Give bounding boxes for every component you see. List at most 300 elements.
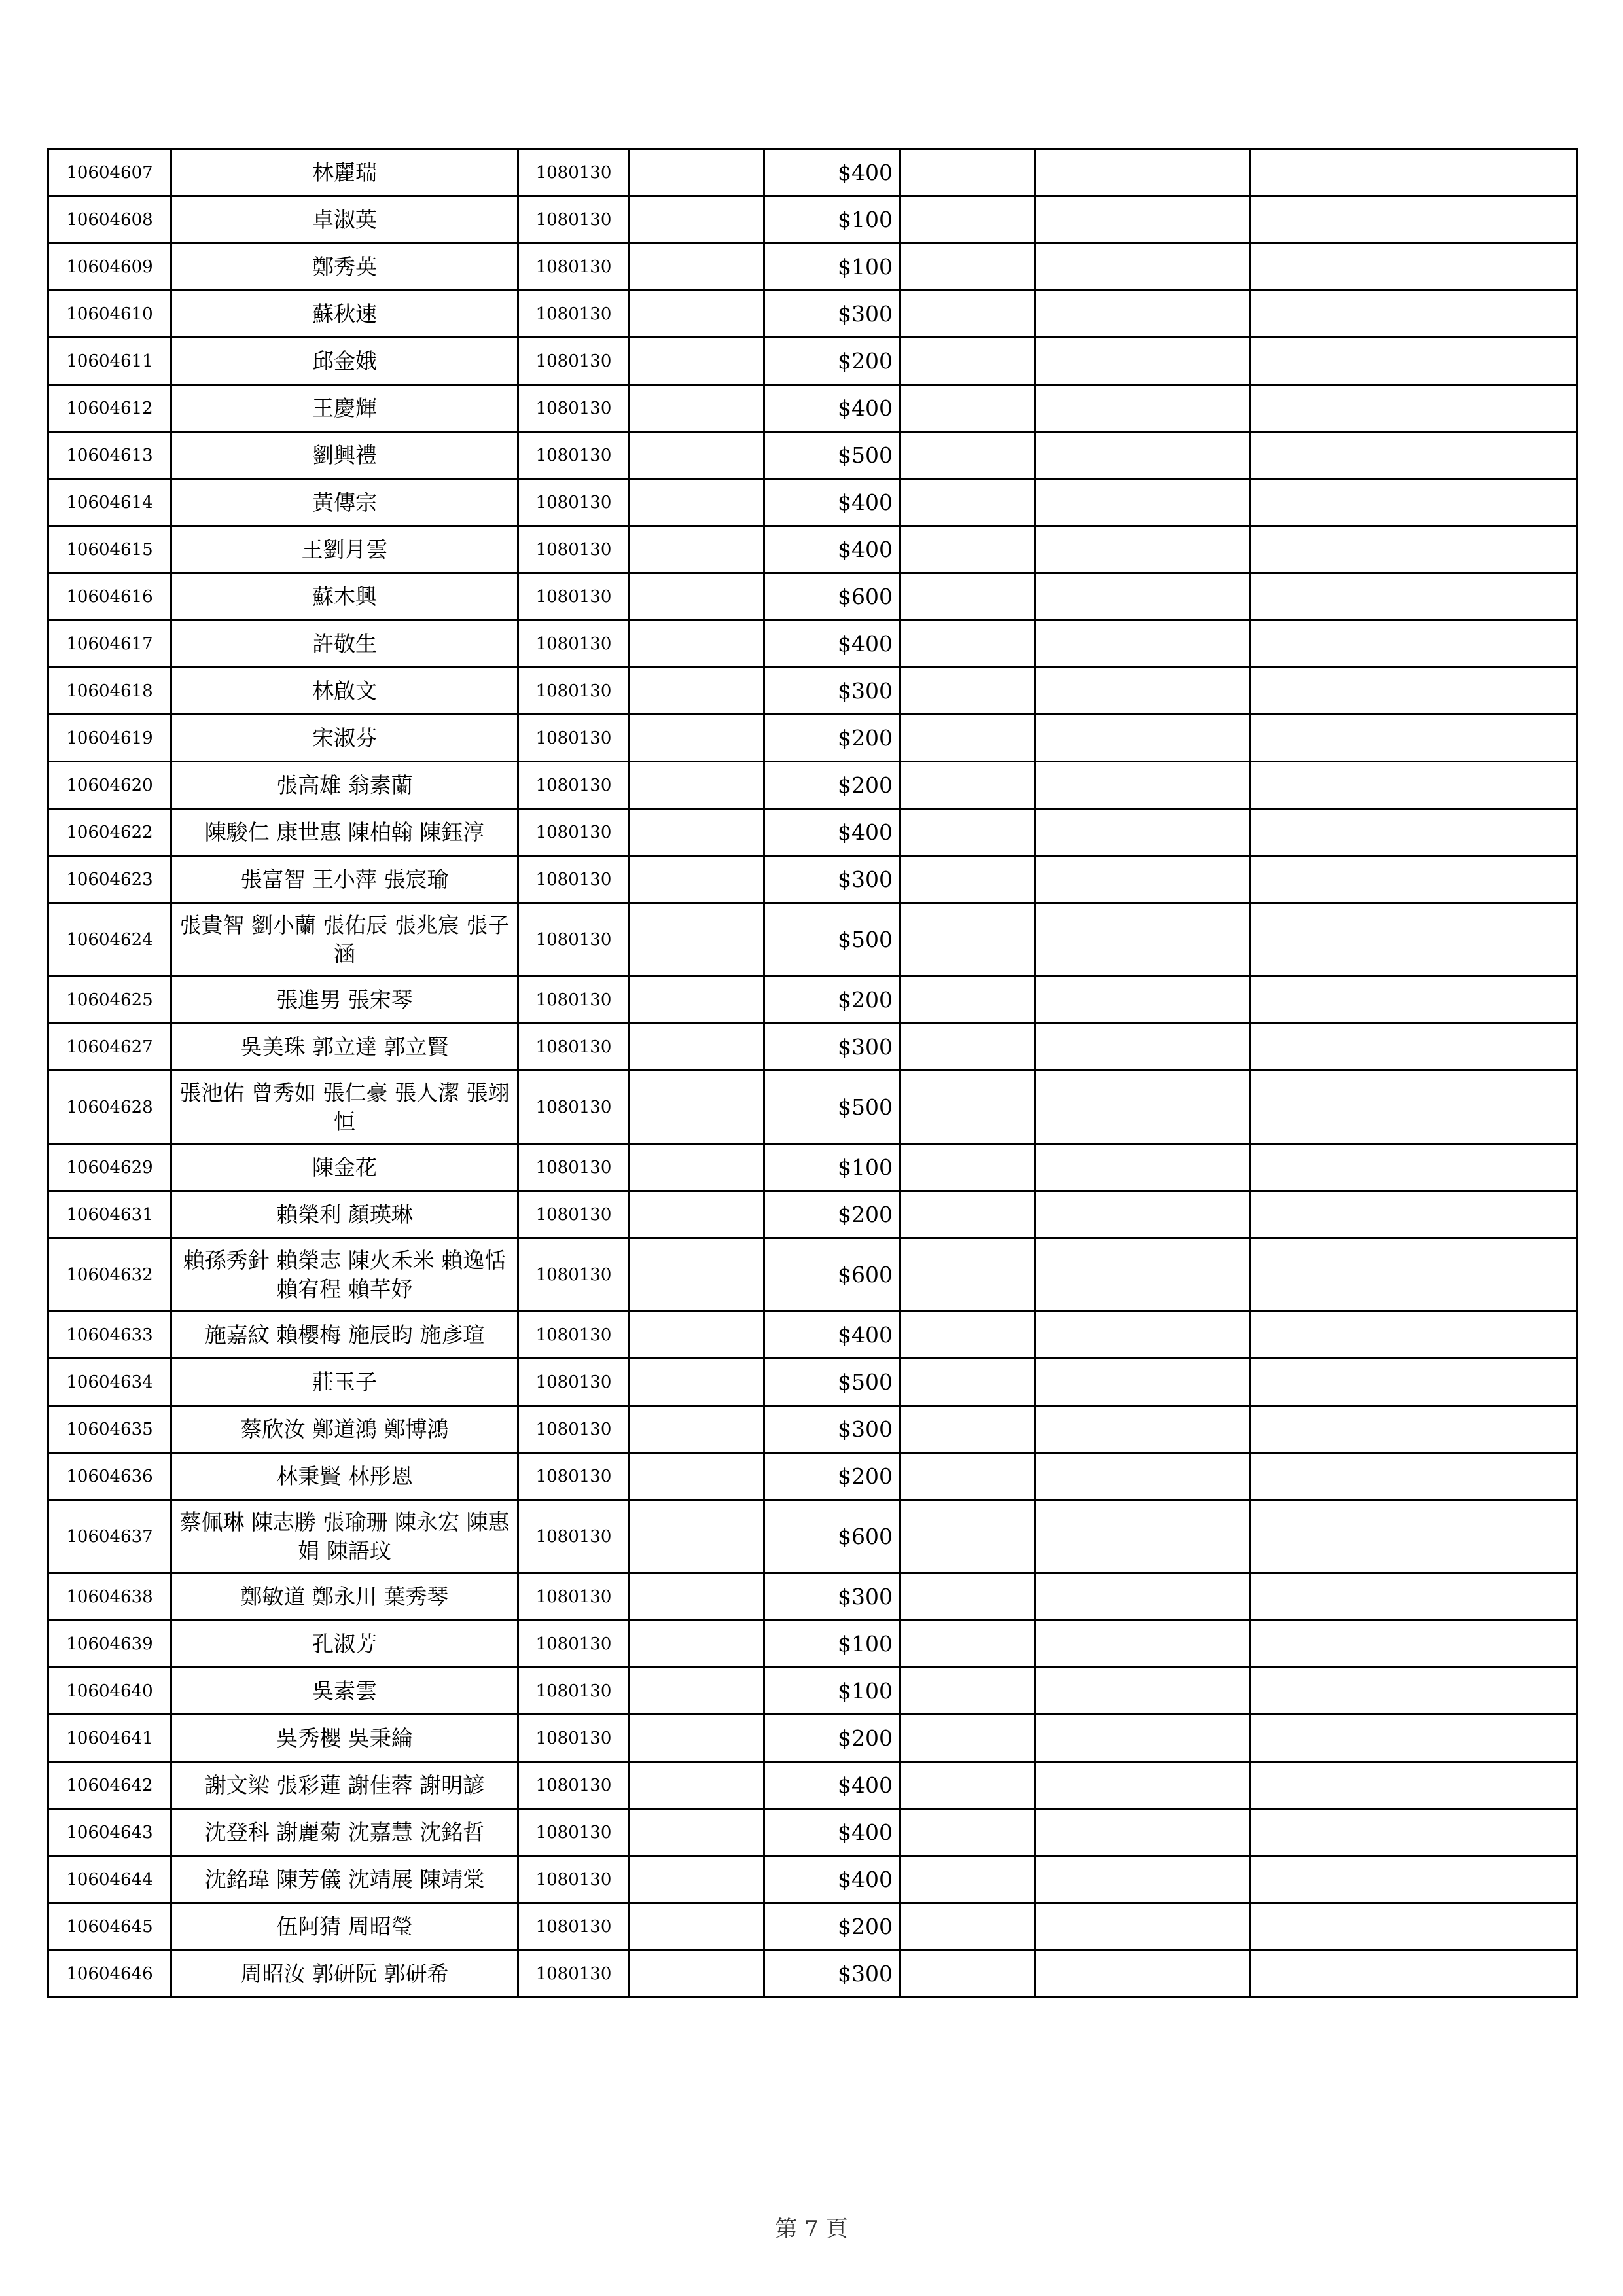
blank-cell — [1250, 1406, 1577, 1453]
donor-names-cell: 邱金娥 — [171, 338, 518, 385]
blank-cell — [630, 479, 764, 526]
blank-cell — [901, 1762, 1035, 1809]
blank-cell — [901, 338, 1035, 385]
blank-cell — [1035, 762, 1250, 809]
table-row — [48, 903, 1577, 977]
record-id-cell: 10604631 — [48, 1191, 171, 1238]
blank-cell — [1250, 1071, 1577, 1144]
record-id-cell: 10604625 — [48, 977, 171, 1024]
record-id-cell: 10604609 — [48, 243, 171, 291]
record-id-cell: 10604617 — [48, 620, 171, 668]
date-cell: 1080130 — [518, 1903, 630, 1950]
blank-cell — [1250, 1024, 1577, 1071]
blank-cell — [1250, 1762, 1577, 1809]
blank-cell — [901, 1809, 1035, 1856]
blank-cell — [1250, 1715, 1577, 1762]
donor-names-cell: 陳金花 — [171, 1144, 518, 1191]
blank-cell — [1250, 1950, 1577, 1998]
date-cell: 1080130 — [518, 1950, 630, 1998]
blank-cell — [630, 432, 764, 479]
blank-cell — [901, 1071, 1035, 1144]
amount-cell: $200 — [764, 1715, 901, 1762]
blank-cell — [1035, 526, 1250, 573]
donor-names-cell: 莊玉子 — [171, 1359, 518, 1406]
table-row — [48, 977, 1577, 1024]
amount-cell: $500 — [764, 903, 901, 977]
blank-cell — [1250, 338, 1577, 385]
record-id-cell: 10604619 — [48, 715, 171, 762]
blank-cell — [630, 338, 764, 385]
table-row — [48, 1024, 1577, 1071]
record-id-cell: 10604618 — [48, 668, 171, 715]
blank-cell — [1035, 243, 1250, 291]
donor-names-cell: 吳美珠 郭立達 郭立賢 — [171, 1024, 518, 1071]
amount-cell: $100 — [764, 1144, 901, 1191]
blank-cell — [1035, 1453, 1250, 1500]
record-id-cell: 10604629 — [48, 1144, 171, 1191]
blank-cell — [1250, 668, 1577, 715]
date-cell: 1080130 — [518, 668, 630, 715]
donor-names-cell: 林麗瑞 — [171, 149, 518, 196]
amount-cell: $300 — [764, 1024, 901, 1071]
table-row — [48, 668, 1577, 715]
blank-cell — [630, 1573, 764, 1621]
date-cell: 1080130 — [518, 1856, 630, 1903]
blank-cell — [901, 1453, 1035, 1500]
donor-names-cell: 張富智 王小萍 張宸瑜 — [171, 856, 518, 903]
blank-cell — [1035, 1668, 1250, 1715]
blank-cell — [630, 620, 764, 668]
record-id-cell: 10604610 — [48, 291, 171, 338]
table-row — [48, 762, 1577, 809]
donor-names-cell: 鄭秀英 — [171, 243, 518, 291]
blank-cell — [1035, 1856, 1250, 1903]
amount-cell: $400 — [764, 620, 901, 668]
record-id-cell: 10604613 — [48, 432, 171, 479]
table-row — [48, 1573, 1577, 1621]
blank-cell — [1035, 903, 1250, 977]
record-id-cell: 10604639 — [48, 1621, 171, 1668]
blank-cell — [1250, 526, 1577, 573]
blank-cell — [901, 715, 1035, 762]
blank-cell — [630, 1238, 764, 1312]
table-row — [48, 1856, 1577, 1903]
amount-cell: $500 — [764, 1071, 901, 1144]
amount-cell: $200 — [764, 715, 901, 762]
blank-cell — [901, 1715, 1035, 1762]
blank-cell — [901, 1144, 1035, 1191]
blank-cell — [630, 762, 764, 809]
table-row — [48, 291, 1577, 338]
blank-cell — [1035, 1312, 1250, 1359]
donor-names-cell: 王劉月雲 — [171, 526, 518, 573]
blank-cell — [630, 809, 764, 856]
record-id-cell: 10604623 — [48, 856, 171, 903]
date-cell: 1080130 — [518, 715, 630, 762]
blank-cell — [901, 385, 1035, 432]
blank-cell — [1035, 1406, 1250, 1453]
blank-cell — [1035, 668, 1250, 715]
date-cell: 1080130 — [518, 1500, 630, 1573]
blank-cell — [1035, 1762, 1250, 1809]
donor-names-cell: 張高雄 翁素蘭 — [171, 762, 518, 809]
blank-cell — [1035, 1715, 1250, 1762]
blank-cell — [901, 573, 1035, 620]
blank-cell — [901, 1191, 1035, 1238]
blank-cell — [901, 1406, 1035, 1453]
blank-cell — [901, 1950, 1035, 1998]
blank-cell — [630, 1762, 764, 1809]
date-cell: 1080130 — [518, 1573, 630, 1621]
blank-cell — [1035, 432, 1250, 479]
table-row — [48, 573, 1577, 620]
blank-cell — [630, 1191, 764, 1238]
blank-cell — [901, 1856, 1035, 1903]
table-row — [48, 809, 1577, 856]
donor-names-cell: 吳素雲 — [171, 1668, 518, 1715]
blank-cell — [630, 1903, 764, 1950]
donor-names-cell: 施嘉紋 賴櫻梅 施辰昀 施彥瑄 — [171, 1312, 518, 1359]
blank-cell — [630, 196, 764, 243]
amount-cell: $300 — [764, 668, 901, 715]
donor-names-cell: 蘇木興 — [171, 573, 518, 620]
table-row — [48, 196, 1577, 243]
amount-cell: $100 — [764, 1621, 901, 1668]
blank-cell — [630, 668, 764, 715]
amount-cell: $400 — [764, 809, 901, 856]
date-cell: 1080130 — [518, 1238, 630, 1312]
table-row — [48, 1144, 1577, 1191]
amount-cell: $200 — [764, 1453, 901, 1500]
date-cell: 1080130 — [518, 1453, 630, 1500]
blank-cell — [901, 809, 1035, 856]
table-row — [48, 1312, 1577, 1359]
table-row — [48, 1191, 1577, 1238]
date-cell: 1080130 — [518, 1191, 630, 1238]
blank-cell — [1035, 856, 1250, 903]
blank-cell — [901, 977, 1035, 1024]
date-cell: 1080130 — [518, 1715, 630, 1762]
amount-cell: $500 — [764, 1359, 901, 1406]
table-row — [48, 1762, 1577, 1809]
date-cell: 1080130 — [518, 809, 630, 856]
blank-cell — [1035, 1359, 1250, 1406]
blank-cell — [1250, 1144, 1577, 1191]
date-cell: 1080130 — [518, 1668, 630, 1715]
record-id-cell: 10604640 — [48, 1668, 171, 1715]
table-row — [48, 432, 1577, 479]
blank-cell — [630, 1668, 764, 1715]
donation-table — [47, 148, 1578, 1998]
blank-cell — [630, 977, 764, 1024]
donor-names-cell: 王慶輝 — [171, 385, 518, 432]
table-row — [48, 620, 1577, 668]
donor-names-cell: 吳秀櫻 吳秉綸 — [171, 1715, 518, 1762]
amount-cell: $400 — [764, 1312, 901, 1359]
record-id-cell: 10604642 — [48, 1762, 171, 1809]
record-id-cell: 10604634 — [48, 1359, 171, 1406]
date-cell: 1080130 — [518, 1024, 630, 1071]
amount-cell: $100 — [764, 243, 901, 291]
blank-cell — [1250, 715, 1577, 762]
table-row — [48, 385, 1577, 432]
blank-cell — [1250, 1809, 1577, 1856]
amount-cell: $300 — [764, 1406, 901, 1453]
date-cell: 1080130 — [518, 1809, 630, 1856]
blank-cell — [1250, 977, 1577, 1024]
blank-cell — [1035, 977, 1250, 1024]
amount-cell: $400 — [764, 385, 901, 432]
blank-cell — [630, 1071, 764, 1144]
blank-cell — [901, 1238, 1035, 1312]
record-id-cell: 10604620 — [48, 762, 171, 809]
donor-names-cell: 許敬生 — [171, 620, 518, 668]
record-id-cell: 10604638 — [48, 1573, 171, 1621]
blank-cell — [630, 1950, 764, 1998]
record-id-cell: 10604643 — [48, 1809, 171, 1856]
donor-names-cell: 鄭敏道 鄭永川 葉秀琴 — [171, 1573, 518, 1621]
blank-cell — [630, 1621, 764, 1668]
blank-cell — [901, 1024, 1035, 1071]
blank-cell — [1250, 1573, 1577, 1621]
blank-cell — [630, 243, 764, 291]
blank-cell — [1250, 1903, 1577, 1950]
amount-cell: $400 — [764, 1856, 901, 1903]
record-id-cell: 10604636 — [48, 1453, 171, 1500]
table-row — [48, 1071, 1577, 1144]
date-cell: 1080130 — [518, 385, 630, 432]
amount-cell: $200 — [764, 1903, 901, 1950]
record-id-cell: 10604641 — [48, 1715, 171, 1762]
amount-cell: $400 — [764, 526, 901, 573]
table-row — [48, 1238, 1577, 1312]
blank-cell — [901, 1668, 1035, 1715]
blank-cell — [630, 1500, 764, 1573]
record-id-cell: 10604633 — [48, 1312, 171, 1359]
blank-cell — [1035, 1238, 1250, 1312]
blank-cell — [630, 385, 764, 432]
blank-cell — [901, 1359, 1035, 1406]
blank-cell — [1035, 291, 1250, 338]
table-row — [48, 1950, 1577, 1998]
blank-cell — [1035, 1903, 1250, 1950]
table-row — [48, 479, 1577, 526]
page-number: 第 7 頁 — [775, 2216, 848, 2242]
blank-cell — [901, 903, 1035, 977]
table-row — [48, 1406, 1577, 1453]
date-cell: 1080130 — [518, 1359, 630, 1406]
blank-cell — [1250, 243, 1577, 291]
table-row — [48, 149, 1577, 196]
blank-cell — [1250, 1453, 1577, 1500]
date-cell: 1080130 — [518, 620, 630, 668]
date-cell: 1080130 — [518, 977, 630, 1024]
donor-names-cell: 張池佑 曾秀如 張仁豪 張人潔 張翊恒 — [171, 1071, 518, 1144]
amount-cell: $100 — [764, 1668, 901, 1715]
record-id-cell: 10604627 — [48, 1024, 171, 1071]
record-id-cell: 10604646 — [48, 1950, 171, 1998]
blank-cell — [901, 1573, 1035, 1621]
blank-cell — [1250, 432, 1577, 479]
blank-cell — [1035, 1573, 1250, 1621]
blank-cell — [901, 1903, 1035, 1950]
amount-cell: $400 — [764, 1762, 901, 1809]
blank-cell — [1035, 1621, 1250, 1668]
record-id-cell: 10604616 — [48, 573, 171, 620]
blank-cell — [1035, 1500, 1250, 1573]
table-row — [48, 1668, 1577, 1715]
table-row — [48, 1809, 1577, 1856]
date-cell: 1080130 — [518, 1071, 630, 1144]
record-id-cell: 10604608 — [48, 196, 171, 243]
donor-names-cell: 黃傳宗 — [171, 479, 518, 526]
blank-cell — [630, 291, 764, 338]
date-cell: 1080130 — [518, 1621, 630, 1668]
blank-cell — [1250, 1621, 1577, 1668]
date-cell: 1080130 — [518, 903, 630, 977]
amount-cell: $200 — [764, 977, 901, 1024]
record-id-cell: 10604644 — [48, 1856, 171, 1903]
amount-cell: $300 — [764, 1950, 901, 1998]
record-id-cell: 10604635 — [48, 1406, 171, 1453]
donor-names-cell: 蘇秋速 — [171, 291, 518, 338]
blank-cell — [1250, 149, 1577, 196]
date-cell: 1080130 — [518, 1312, 630, 1359]
table-row — [48, 1621, 1577, 1668]
blank-cell — [901, 432, 1035, 479]
donor-names-cell: 陳駿仁 康世惠 陳柏翰 陳鈺淳 — [171, 809, 518, 856]
blank-cell — [630, 715, 764, 762]
blank-cell — [1250, 1856, 1577, 1903]
table-row — [48, 243, 1577, 291]
record-id-cell: 10604637 — [48, 1500, 171, 1573]
blank-cell — [1035, 809, 1250, 856]
blank-cell — [630, 1359, 764, 1406]
table-row — [48, 1903, 1577, 1950]
donor-names-cell: 沈銘瑋 陳芳儀 沈靖展 陳靖棠 — [171, 1856, 518, 1903]
record-id-cell: 10604611 — [48, 338, 171, 385]
blank-cell — [1250, 479, 1577, 526]
record-id-cell: 10604612 — [48, 385, 171, 432]
blank-cell — [1250, 1191, 1577, 1238]
blank-cell — [1250, 856, 1577, 903]
blank-cell — [630, 1809, 764, 1856]
date-cell: 1080130 — [518, 196, 630, 243]
blank-cell — [630, 1856, 764, 1903]
donor-names-cell: 宋淑芬 — [171, 715, 518, 762]
blank-cell — [1035, 479, 1250, 526]
table-row — [48, 1359, 1577, 1406]
blank-cell — [901, 196, 1035, 243]
amount-cell: $400 — [764, 149, 901, 196]
record-id-cell: 10604628 — [48, 1071, 171, 1144]
blank-cell — [1250, 291, 1577, 338]
blank-cell — [1250, 1668, 1577, 1715]
blank-cell — [1035, 1024, 1250, 1071]
table-row — [48, 1500, 1577, 1573]
blank-cell — [1035, 573, 1250, 620]
blank-cell — [1035, 715, 1250, 762]
record-id-cell: 10604607 — [48, 149, 171, 196]
record-id-cell: 10604645 — [48, 1903, 171, 1950]
blank-cell — [1035, 196, 1250, 243]
amount-cell: $400 — [764, 1809, 901, 1856]
table-row — [48, 338, 1577, 385]
date-cell: 1080130 — [518, 526, 630, 573]
blank-cell — [1035, 1809, 1250, 1856]
date-cell: 1080130 — [518, 1144, 630, 1191]
blank-cell — [630, 903, 764, 977]
donor-names-cell: 孔淑芳 — [171, 1621, 518, 1668]
blank-cell — [630, 526, 764, 573]
amount-cell: $600 — [764, 1238, 901, 1312]
donor-names-cell: 林秉賢 林彤恩 — [171, 1453, 518, 1500]
blank-cell — [901, 762, 1035, 809]
date-cell: 1080130 — [518, 1406, 630, 1453]
table-row — [48, 526, 1577, 573]
blank-cell — [1250, 903, 1577, 977]
date-cell: 1080130 — [518, 1762, 630, 1809]
donor-names-cell: 沈登科 謝麗菊 沈嘉慧 沈銘哲 — [171, 1809, 518, 1856]
blank-cell — [1035, 1950, 1250, 1998]
amount-cell: $200 — [764, 338, 901, 385]
blank-cell — [630, 1406, 764, 1453]
blank-cell — [1250, 1238, 1577, 1312]
blank-cell — [1250, 1500, 1577, 1573]
donor-names-cell: 賴孫秀針 賴榮志 陳火禾米 賴逸恬 賴宥程 賴芊妤 — [171, 1238, 518, 1312]
donor-names-cell: 賴榮利 顏瑛琳 — [171, 1191, 518, 1238]
blank-cell — [901, 479, 1035, 526]
donor-names-cell: 蔡欣汝 鄭道鴻 鄭博鴻 — [171, 1406, 518, 1453]
donor-names-cell: 林啟文 — [171, 668, 518, 715]
blank-cell — [901, 243, 1035, 291]
record-id-cell: 10604615 — [48, 526, 171, 573]
amount-cell: $500 — [764, 432, 901, 479]
amount-cell: $300 — [764, 291, 901, 338]
blank-cell — [901, 149, 1035, 196]
blank-cell — [630, 1144, 764, 1191]
blank-cell — [1250, 762, 1577, 809]
record-id-cell: 10604622 — [48, 809, 171, 856]
blank-cell — [1035, 1191, 1250, 1238]
record-id-cell: 10604624 — [48, 903, 171, 977]
blank-cell — [901, 526, 1035, 573]
table-row — [48, 715, 1577, 762]
blank-cell — [1035, 1144, 1250, 1191]
date-cell: 1080130 — [518, 243, 630, 291]
date-cell: 1080130 — [518, 573, 630, 620]
blank-cell — [1250, 809, 1577, 856]
blank-cell — [1035, 1071, 1250, 1144]
blank-cell — [901, 1621, 1035, 1668]
blank-cell — [901, 1500, 1035, 1573]
amount-cell: $600 — [764, 573, 901, 620]
table-row — [48, 1715, 1577, 1762]
record-id-cell: 10604614 — [48, 479, 171, 526]
blank-cell — [1035, 620, 1250, 668]
donor-names-cell: 卓淑英 — [171, 196, 518, 243]
blank-cell — [901, 620, 1035, 668]
blank-cell — [901, 291, 1035, 338]
blank-cell — [630, 856, 764, 903]
donor-names-cell: 張進男 張宋琴 — [171, 977, 518, 1024]
blank-cell — [901, 668, 1035, 715]
blank-cell — [630, 573, 764, 620]
blank-cell — [1250, 196, 1577, 243]
blank-cell — [1035, 338, 1250, 385]
blank-cell — [901, 1312, 1035, 1359]
date-cell: 1080130 — [518, 432, 630, 479]
